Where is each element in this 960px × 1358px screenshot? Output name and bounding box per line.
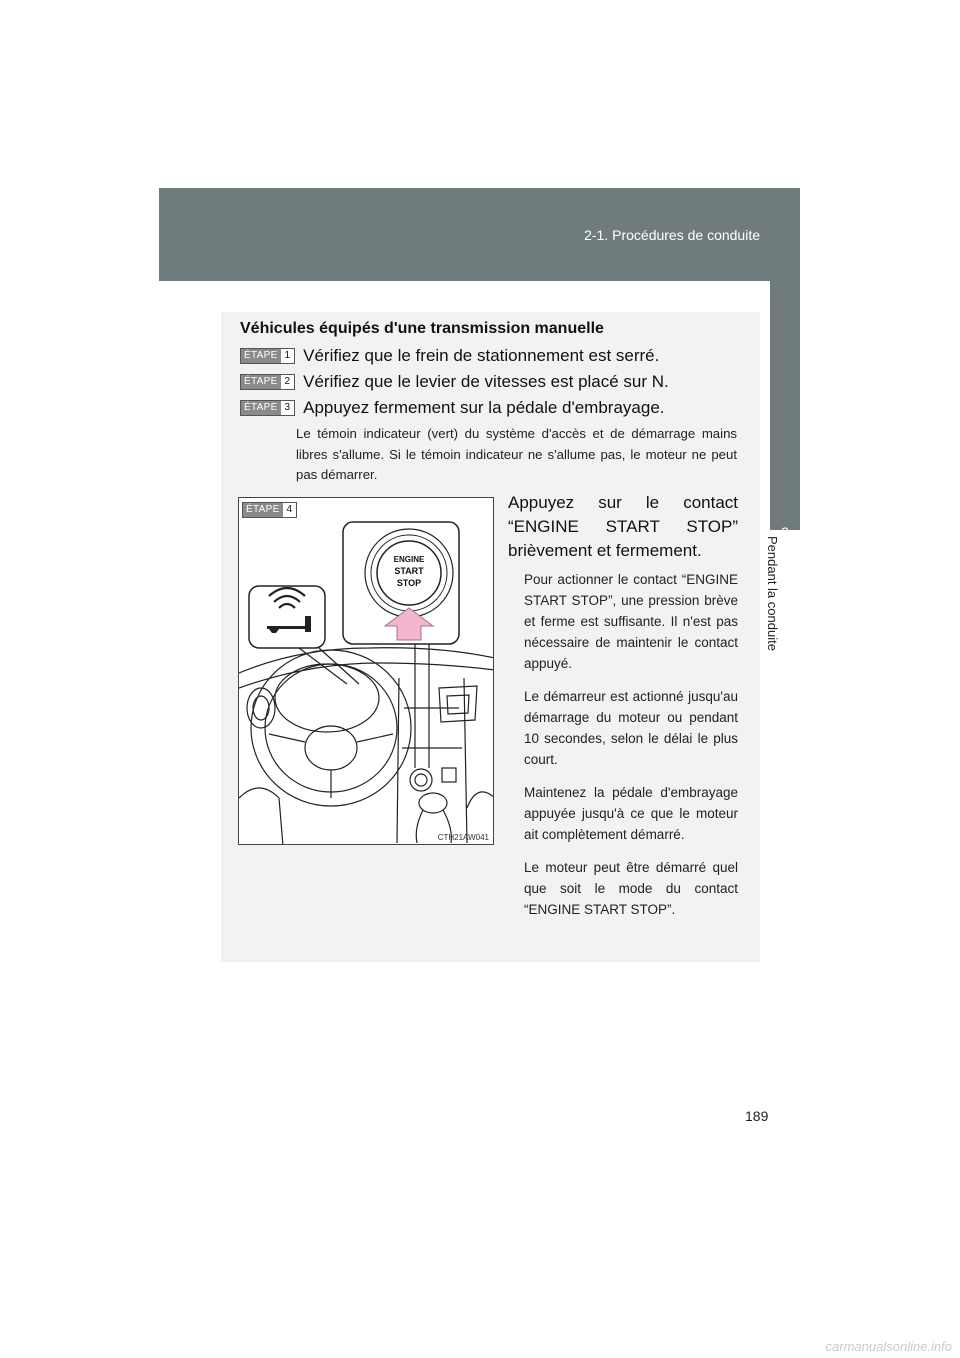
chapter-label: Pendant la conduite — [765, 536, 780, 651]
chapter-number: 2 — [781, 524, 789, 540]
button-label-line-2: START — [394, 566, 424, 576]
header-band — [159, 188, 800, 281]
step-badge: ÉTAPE 3 — [240, 400, 295, 416]
section-heading: Véhicules équipés d'une transmission manuelle — [240, 320, 604, 337]
button-label-line-1: ENGINE — [393, 555, 425, 564]
note-paragraph: Le moteur peut être démarré quel que soit le mode du contact “ENGINE START STOP”. — [524, 860, 738, 917]
step-3-note: Le témoin indicateur (vert) du système d'accès et de démarrage mains libres s'allume. Si le témoin indicateur ne s'allume pas, le moteur ne peut pas démarrer. — [296, 426, 737, 482]
step-badge: ÉTAPE 4 — [242, 502, 297, 518]
note-paragraph: Le démarreur est actionné jusqu'au démarrage du moteur ou pendant 10 secondes, selon le délai le plus court. — [524, 689, 738, 767]
section-title: 2-1. Procédures de conduite — [584, 227, 760, 243]
step-3 — [240, 398, 665, 418]
button-label-line-3: STOP — [396, 578, 422, 588]
note-paragraph: Pour actionner le contact “ENGINE START STOP”, une pression brève et ferme est suffisante. Il n'est pas nécessaire de maintenir le contact appuyé. — [524, 572, 738, 671]
step-4-text: Appuyez sur le contact “ENGINE START STOP” brièvement et fermement. — [508, 493, 738, 560]
dashboard-drawing — [239, 498, 494, 845]
step-2 — [240, 372, 669, 392]
watermark: carmanualsonline.info — [825, 1339, 952, 1354]
step-text: Vérifiez que le levier de vitesses est placé sur N. — [303, 372, 669, 391]
note-paragraph: Maintenez la pédale d'embrayage appuyée jusqu'à ce que le moteur ait complètement démarré. — [524, 785, 738, 842]
step-text: Vérifiez que le frein de stationnement est serré. — [303, 346, 660, 365]
step-4-notes — [524, 569, 738, 932]
step-text: Appuyez fermement sur la pédale d'embrayage. — [303, 398, 665, 417]
step-badge: ÉTAPE 2 — [240, 374, 295, 390]
figure-code: CTH21AW041 — [437, 833, 489, 842]
chapter-tab — [770, 260, 800, 540]
dashboard-illustration — [238, 497, 494, 845]
step-1 — [240, 346, 659, 366]
step-badge: ÉTAPE 1 — [240, 348, 295, 364]
page-number: 189 — [745, 1108, 769, 1124]
